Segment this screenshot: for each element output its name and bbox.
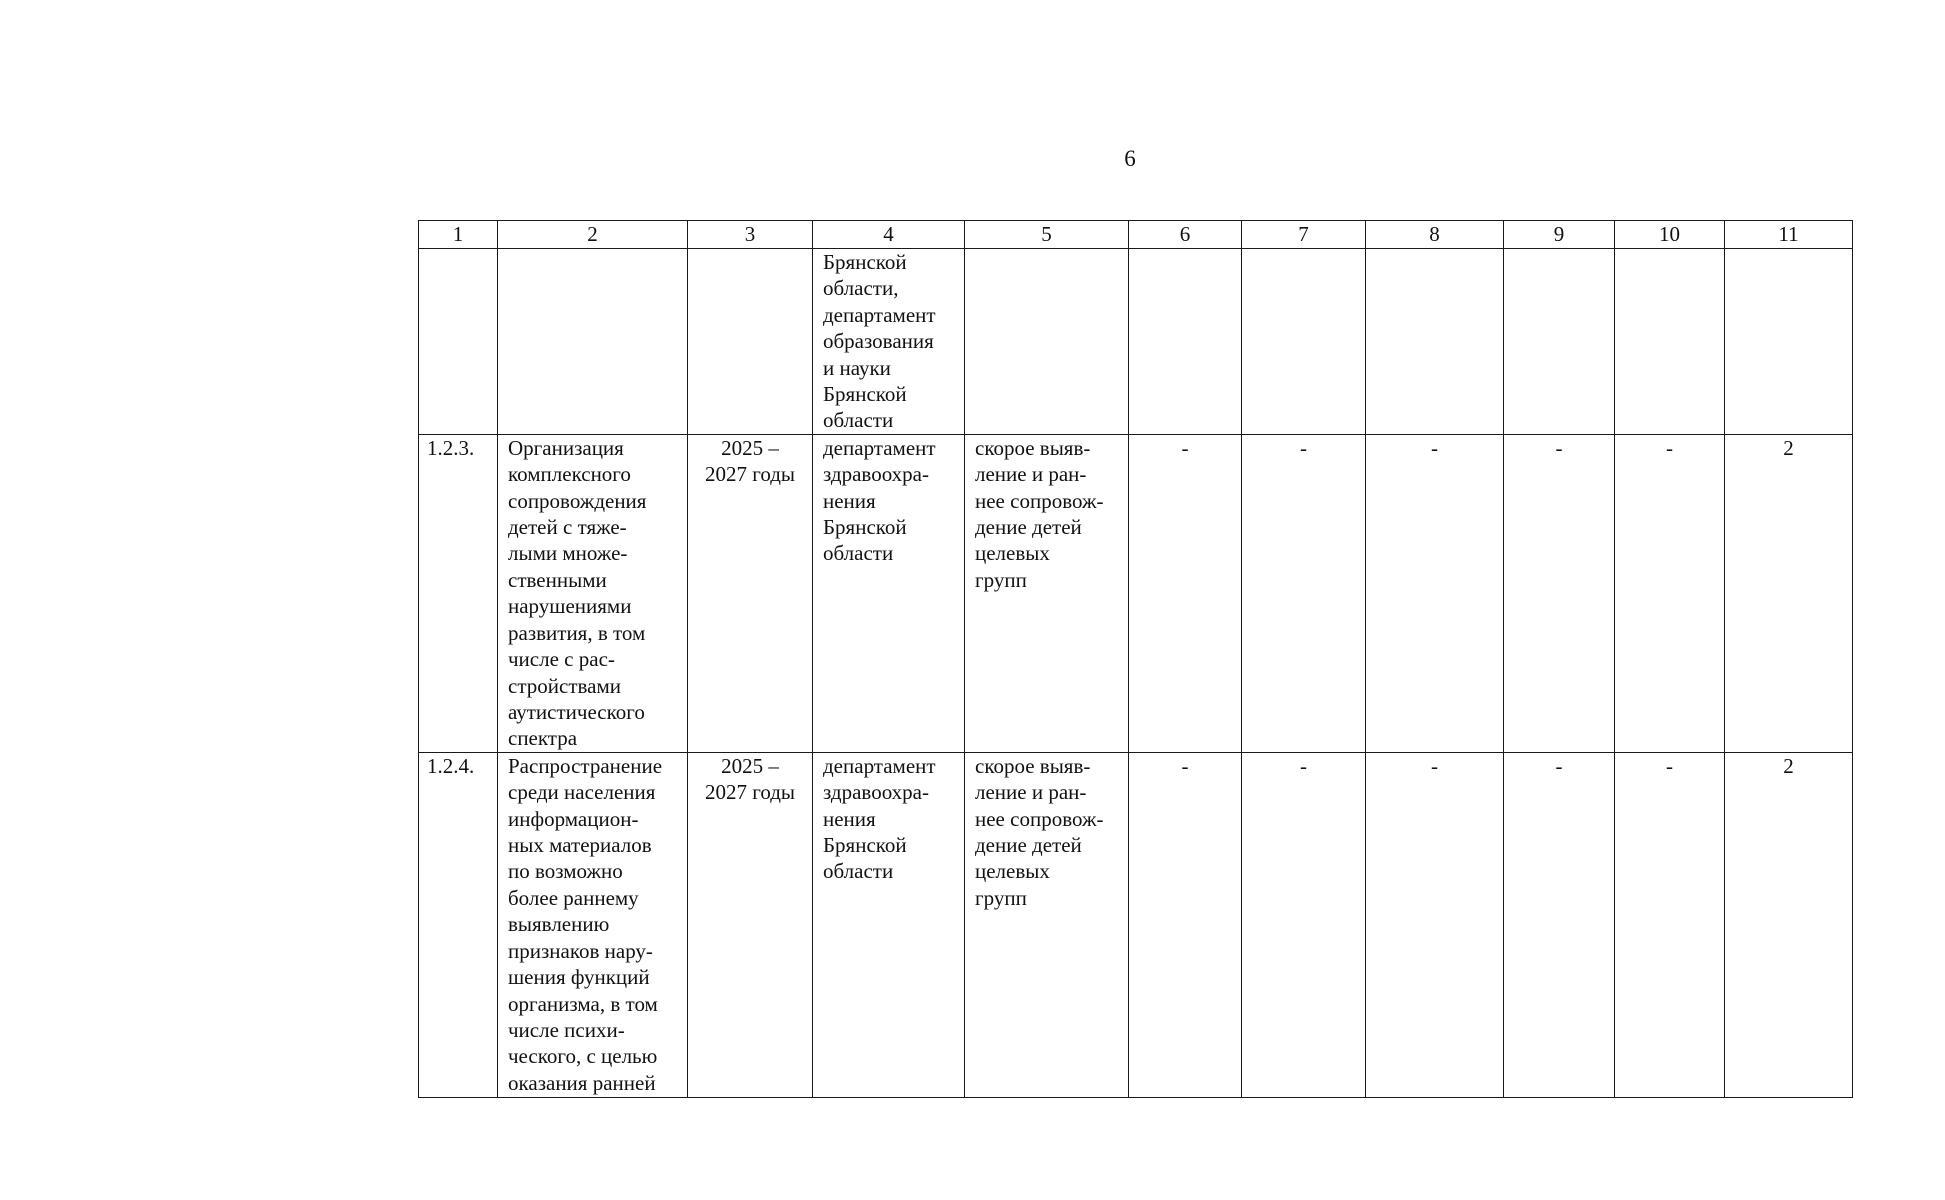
column-number-header: 7 [1242,221,1366,249]
table-row [419,434,1853,752]
item-number-cell: 1.2.3. [419,434,498,752]
table-row [419,249,1853,435]
page-number: 6 [1124,146,1136,171]
value-cell-10 [1615,249,1725,435]
item-number-cell [419,249,498,435]
column-number-header: 2 [498,221,688,249]
value-cell-9 [1504,249,1615,435]
column-number-header: 3 [688,221,813,249]
executor-cell: Брянской области, департамент образования и науки Брянской области [813,249,965,435]
result-cell: скорое выяв- ление и ран- нее сопровож- дение детей целевых групп [965,752,1129,1097]
period-cell: 2025 – 2027 годы [688,752,813,1097]
value-cell-10: - [1615,752,1725,1097]
column-number-header: 1 [419,221,498,249]
value-cell-11: 2 [1725,434,1853,752]
value-cell-7: - [1242,434,1366,752]
value-cell-10: - [1615,434,1725,752]
value-cell-7 [1242,249,1366,435]
value-cell-6: - [1129,752,1242,1097]
value-cell-8: - [1366,752,1504,1097]
result-cell [965,249,1129,435]
column-number-header: 11 [1725,221,1853,249]
column-number-header: 8 [1366,221,1504,249]
table-row [419,752,1853,1097]
value-cell-9: - [1504,434,1615,752]
value-cell-8: - [1366,434,1504,752]
period-cell [688,249,813,435]
activity-name-cell: Организация комплексного сопровождения детей с тяже- лыми множе- ственными нарушениями развития, в том числе с рас- стройствами аутистического спектра [498,434,688,752]
result-cell: скорое выяв- ление и ран- нее сопровож- дение детей целевых групп [965,434,1129,752]
period-cell: 2025 – 2027 годы [688,434,813,752]
table-header-row [419,221,1853,249]
value-cell-7: - [1242,752,1366,1097]
value-cell-6 [1129,249,1242,435]
column-number-header: 6 [1129,221,1242,249]
column-number-header: 10 [1615,221,1725,249]
column-number-header: 5 [965,221,1129,249]
column-number-header: 9 [1504,221,1615,249]
executor-cell: департамент здравоохра- нения Брянской области [813,752,965,1097]
executor-cell: департамент здравоохра- нения Брянской области [813,434,965,752]
value-cell-6: - [1129,434,1242,752]
value-cell-8 [1366,249,1504,435]
value-cell-11 [1725,249,1853,435]
activity-name-cell [498,249,688,435]
value-cell-11: 2 [1725,752,1853,1097]
item-number-cell: 1.2.4. [419,752,498,1097]
value-cell-9: - [1504,752,1615,1097]
column-number-header: 4 [813,221,965,249]
document-table [418,220,1853,1098]
activity-name-cell: Распространение среди населения информацион- ных материалов по возможно более раннему выявлению признаков нару- шения функций организма, в том числе психи- ческого, с целью оказания ранней [498,752,688,1097]
